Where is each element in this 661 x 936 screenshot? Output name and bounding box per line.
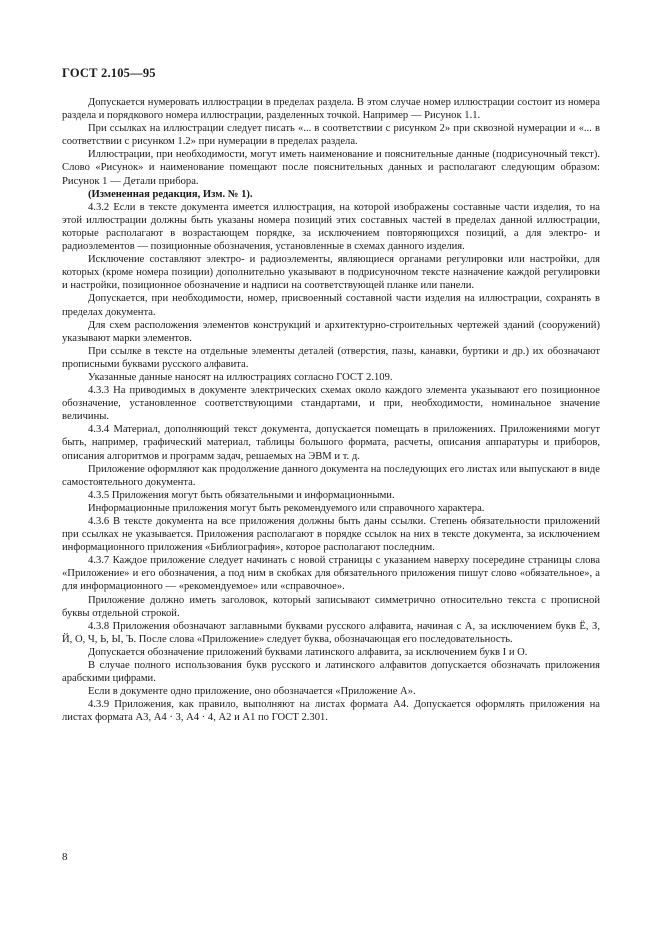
paragraph: Иллюстрации, при необходимости, могут иметь наименование и пояснительные данные (подрисуночный текст). Слово «Рисунок» и наименование помещают после пояснительных данных и располагают следующим образом: Рисунок 1 — Детали прибора. bbox=[62, 149, 600, 187]
paragraph: Указанные данные наносят на иллюстрациях согласно ГОСТ 2.109. bbox=[88, 371, 393, 383]
paragraph: Допускается обозначение приложений буквами латинского алфавита, за исключением букв I и О. bbox=[88, 646, 528, 658]
paragraph: Приложение оформляют как продолжение данного документа на последующих его листах или выпускают в виде самостоятельного документа. bbox=[62, 463, 600, 488]
paragraph: При ссылке в тексте на отдельные элементы деталей (отверстия, пазы, канавки, буртики и др.) их обозначают прописными буквами русского алфавита. bbox=[62, 345, 600, 370]
paragraph: 4.3.9 Приложения, как правило, выполняют на листах формата А4. Допускается оформлять приложения на листах формата А3, А4 · 3, А4 · 4, А2 и А1 по ГОСТ 2.301. bbox=[62, 699, 600, 724]
paragraph: Приложение должно иметь заголовок, который записывают симметрично относительно текста с прописной буквы отдельной строкой. bbox=[62, 594, 600, 619]
paragraph: Для схем расположения элементов конструкций и архитектурно-строительных чертежей зданий (сооружений) указывают марки элементов. bbox=[62, 319, 600, 344]
paragraph: Исключение составляют электро- и радиоэлементы, являющиеся органами регулировки или настройки, для которых (кроме номера позиции) дополнительно указывают в подрисуночном тексте назначение каждой регулировки и настройки, позиционное обозначение и надписи на соответствующей планке или панели. bbox=[62, 254, 600, 292]
paragraph: Если в документе одно приложение, оно обозначается «Приложение А». bbox=[88, 686, 416, 698]
paragraph: 4.3.8 Приложения обозначают заглавными буквами русского алфавита, начиная с А, за исключением букв Ё, З, Й, О, Ч, Ь, Ы, Ъ. После слова «Приложение» следует буква, обозначающая его последовательность. bbox=[62, 620, 600, 645]
paragraph: В случае полного использования букв русского и латинского алфавитов допускается обозначать приложения арабскими цифрами. bbox=[62, 660, 600, 685]
paragraph: Допускается нумеровать иллюстрации в пределах раздела. В этом случае номер иллюстрации состоит из номера раздела и порядкового номера иллюстрации, разделенных точкой. Например — Рисунок 1.1. bbox=[62, 97, 600, 122]
paragraph: 4.3.2 Если в тексте документа имеется иллюстрация, на которой изображены составные части изделия, то на этой иллюстрации должны быть указаны номера позиций этих составных частей в пределах данной иллюстрации, которые располагают в возрастающем порядке, за исключением повторяющихся позиций, а для электро- и радиоэлементов — позиционные обозначения, установленные в схемах данного изделия. bbox=[62, 201, 600, 253]
paragraph: При ссылках на иллюстрации следует писать «... в соответствии с рисунком 2» при сквозной нумерации и «... в соответствии с рисунком 1.2» при нумерации в пределах раздела. bbox=[62, 123, 600, 148]
document-header: ГОСТ 2.105—95 bbox=[62, 66, 156, 80]
paragraph: 4.3.6 В тексте документа на все приложения должны быть даны ссылки. Степень обязательности приложений при ссылках не указывается. Приложения располагают в порядке ссылок на них в тексте документа, за исключением информационного приложения «Библиография», которое располагают последним. bbox=[62, 516, 600, 554]
paragraph: 4.3.7 Каждое приложение следует начинать с новой страницы с указанием наверху посередине страницы слова «Приложение» и его обозначения, а под ним в скобках для обязательного приложения пишут слово «обязательное», а для информационного — «рекомендуемое» или «справочное». bbox=[62, 555, 600, 593]
paragraph: 4.3.4 Материал, дополняющий текст документа, допускается помещать в приложениях. Приложениями могут быть, например, графический материал, таблицы большого формата, расчеты, описания аппаратуры и приборов, описания алгоритмов и программ задач, решаемых на ЭВМ и т. д. bbox=[62, 424, 600, 462]
paragraph: Допускается, при необходимости, номер, присвоенный составной части изделия на иллюстрации, сохранять в пределах документа. bbox=[62, 293, 600, 318]
amendment-note: (Измененная редакция, Изм. № 1). bbox=[88, 188, 253, 200]
paragraph: Информационные приложения могут быть рекомендуемого или справочного характера. bbox=[88, 502, 485, 514]
page-number: 8 bbox=[62, 851, 68, 863]
document-body bbox=[62, 96, 600, 725]
paragraph: 4.3.5 Приложения могут быть обязательными и информационными. bbox=[88, 489, 395, 501]
paragraph: 4.3.3 На приводимых в документе электрических схемах около каждого элемента указывают его позиционное обозначение, установленное соответствующими стандартами, и при, необходимости, номинальное значение величины. bbox=[62, 385, 600, 423]
